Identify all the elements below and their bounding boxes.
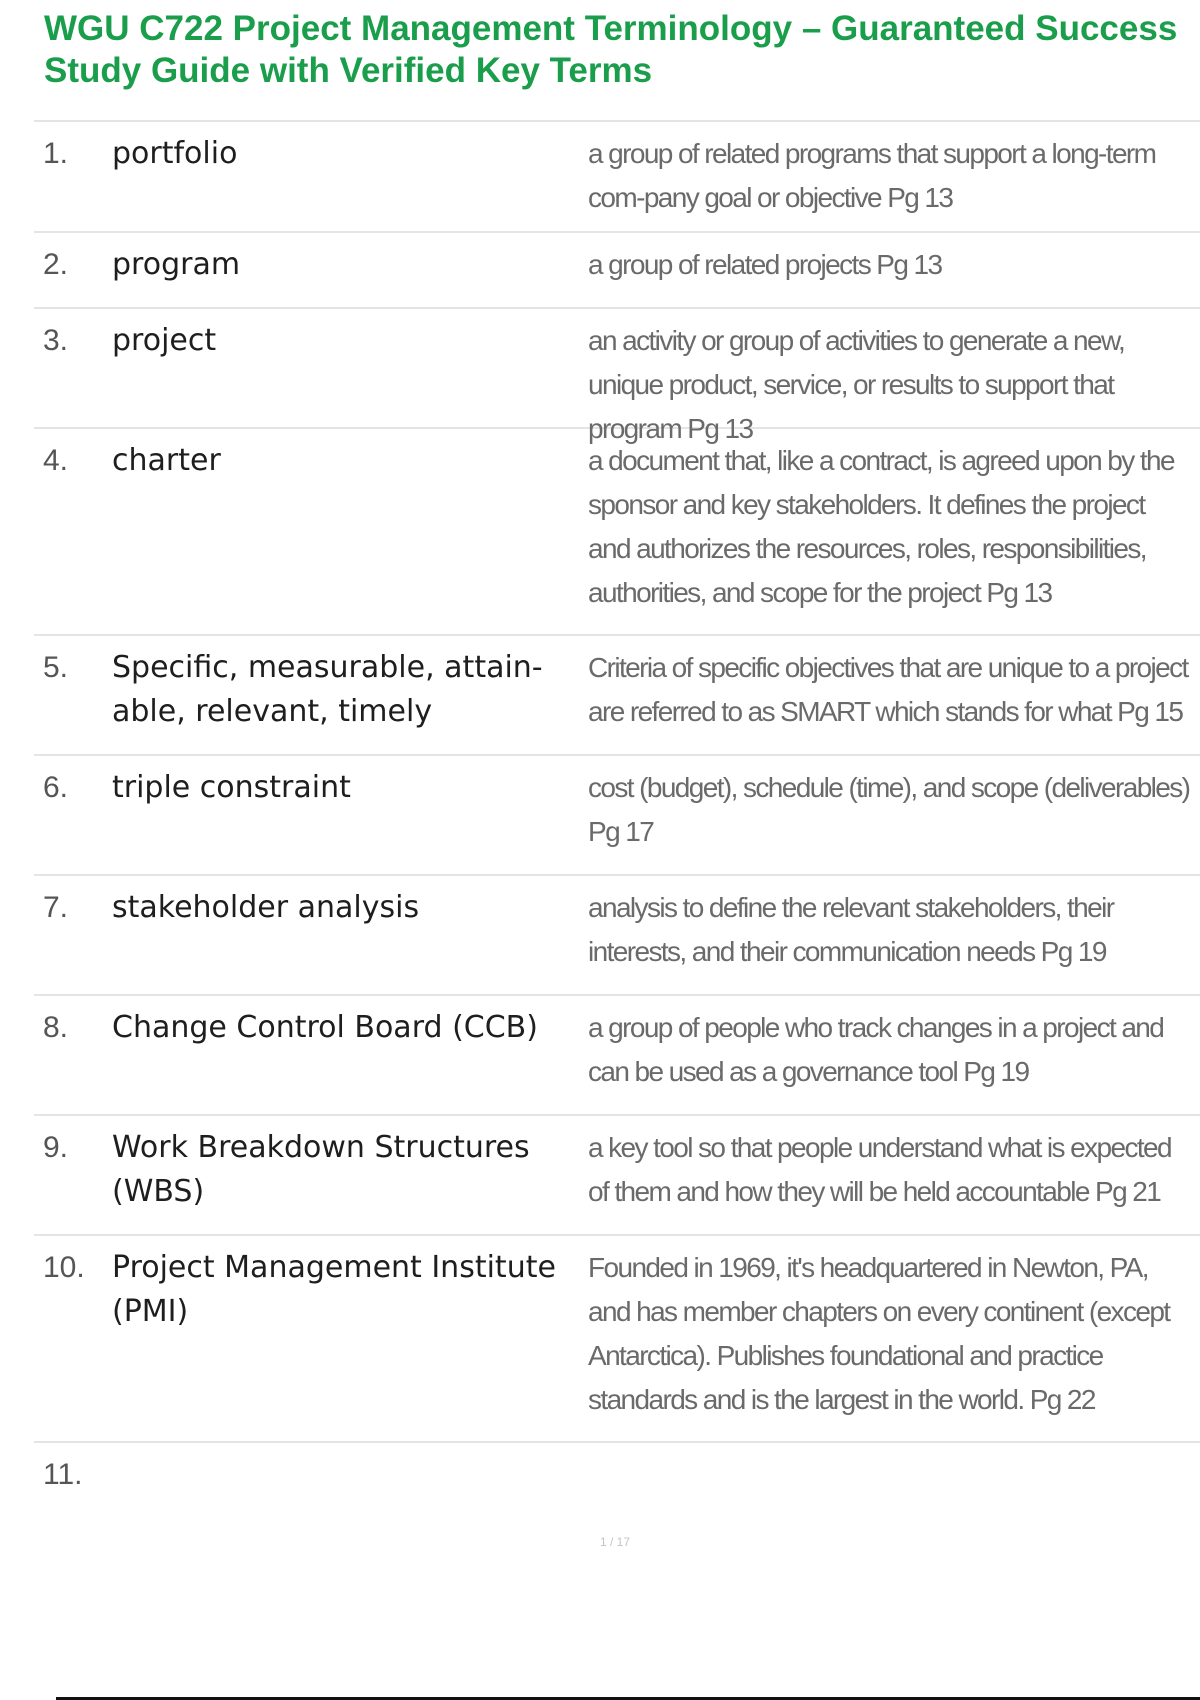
term-number: 8. [43,1011,69,1044]
term-row [34,1236,1200,1443]
term-number: 4. [43,444,69,477]
term-row [34,1116,1200,1236]
term-number: 10. [43,1251,85,1284]
term-number: 11. [43,1458,83,1491]
term-number: 2. [43,248,69,281]
term-row [34,636,1200,756]
term-row [34,756,1200,876]
term-number: 5. [43,651,69,684]
document-title-line-1: WGU C722 Project Management Terminology – Guaranteed Success [44,9,1178,48]
term-name: program [112,247,241,282]
term-name: Project Management Institute (PMI) [112,1250,556,1329]
term-number: 3. [43,324,69,357]
term-number: 6. [43,771,69,804]
term-row [34,429,1200,636]
term-name: Specific, measurable, attain-able, relevant, timely [112,650,543,729]
term-name: triple constraint [112,770,351,805]
term-definition: a group of related projects Pg 13 [588,249,942,280]
term-row [34,876,1200,996]
term-name: Work Breakdown Structures (WBS) [112,1130,530,1209]
term-name: project [112,323,217,358]
term-definition: a document that, like a contract, is agreed upon by the sponsor and key stakeholders. It defines the project and authorizes the resources, roles, responsibilities, authorities, and scope for the project Pg 13 [588,445,1174,608]
term-row [34,996,1200,1116]
term-row-continued [34,1443,1200,1513]
term-name: portfolio [112,136,238,171]
term-number: 7. [43,891,69,924]
term-name: charter [112,443,221,478]
terms-table [34,120,1200,1513]
term-row [34,233,1200,309]
term-number: 1. [43,137,69,170]
term-row [34,122,1200,233]
term-definition: Criteria of specific objectives that are unique to a project are referred to as SMART which stands for what Pg 15 [588,652,1188,727]
term-definition: a group of people who track changes in a project and can be used as a governance tool Pg 19 [588,1012,1164,1087]
term-definition: Founded in 1969, it's headquartered in Newton, PA, and has member chapters on every continent (except Antarctica). Publishes foundational and practice standards and is the largest in the world. Pg 22 [588,1252,1170,1415]
term-row [34,309,1200,444]
term-name: Change Control Board (CCB) [112,1010,538,1045]
term-definition: analysis to define the relevant stakeholders, their interests, and their communication needs Pg 19 [588,892,1114,967]
term-definition: a key tool so that people understand what is expected of them and how they will be held accountable Pg 21 [588,1132,1171,1207]
term-number: 9. [43,1131,69,1164]
term-definition: an activity or group of activities to generate a new, unique product, service, or results to support that program Pg 13 [588,325,1125,444]
term-definition: a group of related programs that support a long-term com-pany goal or objective Pg 13 [588,138,1156,213]
document-title-line-2: Study Guide with Verified Key Terms [44,51,653,90]
term-definition: cost (budget), schedule (time), and scope (deliverables) Pg 17 [588,772,1190,847]
document-title [44,8,1200,92]
page-indicator: 1 / 17 [600,1535,631,1549]
term-name: stakeholder analysis [112,890,420,925]
